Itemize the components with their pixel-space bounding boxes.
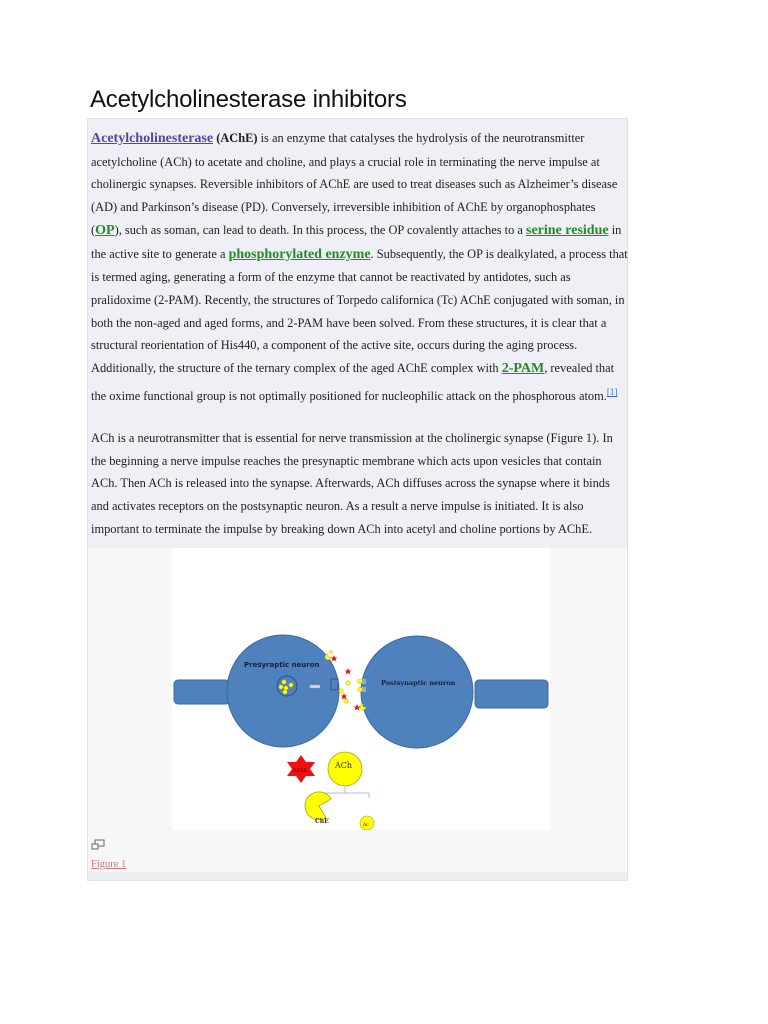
ache-label: AChE bbox=[293, 768, 308, 774]
synapse-diagram[interactable] bbox=[172, 548, 550, 830]
paragraph-intro bbox=[88, 127, 632, 408]
ach-label: ACh bbox=[335, 761, 353, 770]
enlarge-icon[interactable] bbox=[91, 838, 105, 850]
page-title: Acetylcholinesterase inhibitors bbox=[90, 86, 407, 113]
link-2-pam[interactable]: 2-PAM bbox=[501, 361, 545, 377]
text-segment: ), such as soman, can lead to death. In this process, the OP covalently attaches to a bbox=[114, 222, 527, 237]
figure-footer-bar bbox=[88, 872, 627, 880]
presynaptic-axon bbox=[174, 680, 230, 704]
abbr-ache: (AChE) bbox=[216, 131, 258, 145]
link-serine-residue[interactable]: serine residue bbox=[526, 222, 609, 238]
postsynaptic-label: Postsynaptic neuron bbox=[381, 679, 456, 687]
presynaptic-label: Presyraptic neuron bbox=[244, 661, 320, 669]
text-segment: is an enzyme that catalyses the hydrolysis of the neurotransmitter acetylcholine (ACh) to acetate and choline, and plays a crucial role in terminating the nerve impulse at cholinergic synapses. Reversible inhibitors of AChE are used to treat diseases such as Alzheimer’s disease (AD) and Parkinson’s disease (PD). Conversely, irreversible inhibition of AChE by organophosphates ( bbox=[91, 131, 618, 237]
figure-caption-link[interactable]: Figure 1 bbox=[91, 859, 127, 870]
postsynaptic-neuron bbox=[361, 636, 473, 748]
link-phosphorylated-enzyme[interactable]: phosphorylated enzyme bbox=[228, 246, 371, 262]
che-label: ChE bbox=[315, 818, 329, 825]
ac-label: Ac bbox=[363, 823, 369, 828]
text-segment: . Subsequently, the OP is dealkylated, a process that is termed aging, generating a form of the enzyme that cannot be reactivated by antidotes, such as pralidoxime (2-PAM). Recently, the structures of Torpedo californica (Tc) AChE conjugated with soman, in both the non-aged and aged forms, and 2-PAM have been solved. From these structures, it is clear that a structural reorientation of His440, a component of the active site, occurs during the aging process. Additionally, the structure of the ternary complex of the aged AChE complex with bbox=[91, 246, 628, 376]
text-segment: in the active site to generate a bbox=[91, 222, 622, 261]
paragraph-synapse: ACh is a neurotransmitter that is essential for nerve transmission at the cholinergic synapse (Figure 1). In the beginning a nerve impulse reaches the presynaptic membrane which acts upon vesicles that contain ACh. Then ACh is released into the synapse. Afterwards, ACh diffuses across the synapse where it binds and activates receptors on the postsynaptic neuron. As a result a nerve impulse is initiated. It is also important to terminate the impulse by breaking down ACh into acetyl and choline portions by AChE. bbox=[91, 431, 613, 536]
article-content bbox=[87, 118, 628, 548]
link-acetylcholinesterase[interactable]: Acetylcholinesterase bbox=[91, 131, 214, 146]
reference-link-1[interactable]: [1] bbox=[606, 386, 618, 397]
text-segment: , revealed that the oxime functional group is not optimally positioned for nucleophilic attack on the phosphorous atom. bbox=[91, 361, 615, 403]
figure-container bbox=[87, 548, 628, 881]
postsynaptic-dendrite bbox=[475, 680, 548, 708]
link-op[interactable]: OP bbox=[95, 222, 115, 238]
